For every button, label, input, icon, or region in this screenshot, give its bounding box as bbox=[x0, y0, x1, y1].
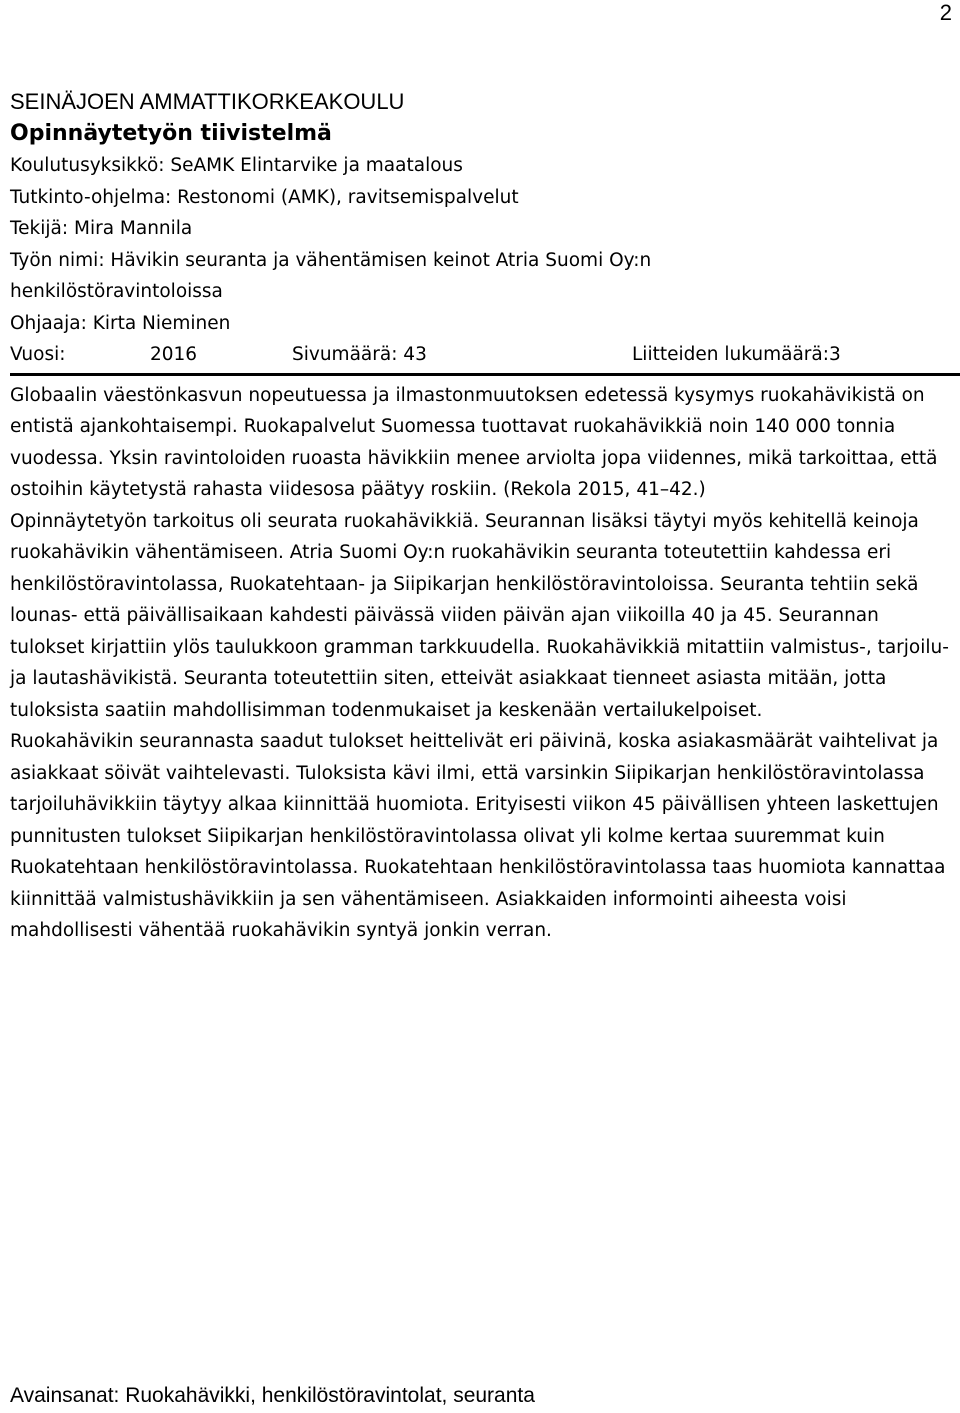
meta-degree-programme: Tutkinto-ohjelma: Restonomi (AMK), ravitsemispalvelut bbox=[10, 186, 519, 208]
meta-stats-row bbox=[10, 339, 956, 371]
meta-work-title-line2: henkilöstöravintoloissa bbox=[10, 281, 223, 302]
appendix-count: Liitteiden lukumäärä:3 bbox=[632, 344, 841, 365]
meta-work-title-line1: Työn nimi: Hävikin seuranta ja vähentämisen keinot Atria Suomi Oy:n bbox=[10, 249, 652, 271]
year-label: Vuosi: bbox=[10, 344, 66, 365]
page-title: Opinnäytetyön tiivistelmä bbox=[10, 121, 332, 146]
abstract-page bbox=[10, 86, 956, 947]
page-number: 2 bbox=[939, 0, 952, 25]
year-value: 2016 bbox=[150, 344, 198, 365]
school-name: SEINÄJOEN AMMATTIKORKEAKOULU bbox=[10, 89, 405, 114]
abstract-paragraph-1: Globaalin väestönkasvun nopeutuessa ja ilmastonmuutoksen edetessä kysymys ruokahävikistä on entistä ajankohtaisempi. Ruokapalvelut Suomessa tuottavat ruokahävikkiä noin 140 000 tonnia vuodessa. Yksin ravintoloiden ruoasta hävikkiin menee arviolta jopa viidennes, mikä tarkoittaa, että ostoihin käytetystä rahasta viidesosa päätyy roskiin. (Rekola 2015, 41–42.) bbox=[10, 384, 938, 500]
divider bbox=[10, 373, 960, 376]
meta-supervisor: Ohjaaja: Kirta Nieminen bbox=[10, 312, 231, 334]
meta-unit: Koulutusyksikkö: SeAMK Elintarvike ja maatalous bbox=[10, 155, 463, 176]
meta-author: Tekijä: Mira Mannila bbox=[10, 218, 193, 239]
abstract-paragraph-2: Opinnäytetyön tarkoitus oli seurata ruokahävikkiä. Seurannan lisäksi täytyi myös kehitellä keinoja ruokahävikin vähentämiseen. Atria Suomi Oy:n ruokahävikin seuranta toteutettiin kahdessa eri henkilöstöravintolassa, Ruokatehtaan- ja Siipikarjan henkilöstöravintoloissa. Seuranta tehtiin sekä lounas- että päivällisaikaan kahdesti päivässä viiden päivän ajan viikoilla 40 ja 45. Seurannan tulokset kirjattiin ylös taulukkoon gramman tarkkuudella. Ruokahävikkiä mitattiin valmistus-, tarjoilu- ja lautashävikistä. Seuranta toteutettiin siten, etteivät asiakkaat tienneet asiasta mitään, jotta tuloksista saatiin mahdollisimman todenmukaiset ja keskenään vertailukelpoiset. bbox=[10, 510, 949, 721]
page-count: Sivumäärä: 43 bbox=[292, 344, 427, 365]
keywords: Avainsanat: Ruokahävikki, henkilöstöravintolat, seuranta bbox=[10, 1384, 535, 1407]
abstract-paragraph-3: Ruokahävikin seurannasta saadut tulokset heittelivät eri päivinä, koska asiakasmäärät vaihtelivat ja asiakkaat söivät vaihtelevasti. Tuloksista kävi ilmi, että varsinkin Siipikarjan henkilöstöravintolassa tarjoiluhävikkiin täytyy alkaa kiinnittää huomiota. Erityisesti viikon 45 päivällisen yhteen laskettujen punnitusten tulokset Siipikarjan henkilöstöravintolassa olivat yli kolme kertaa suuremmat kuin Ruokatehtaan henkilöstöravintolassa. Ruokatehtaan henkilöstöravintolassa taas huomiota kannattaa kiinnittää valmistushävikkiin ja sen vähentämiseen. Asiakkaiden informointi aiheesta voisi mahdollisesti vähentää ruokahävikin syntyä jonkin verran. bbox=[10, 731, 946, 941]
